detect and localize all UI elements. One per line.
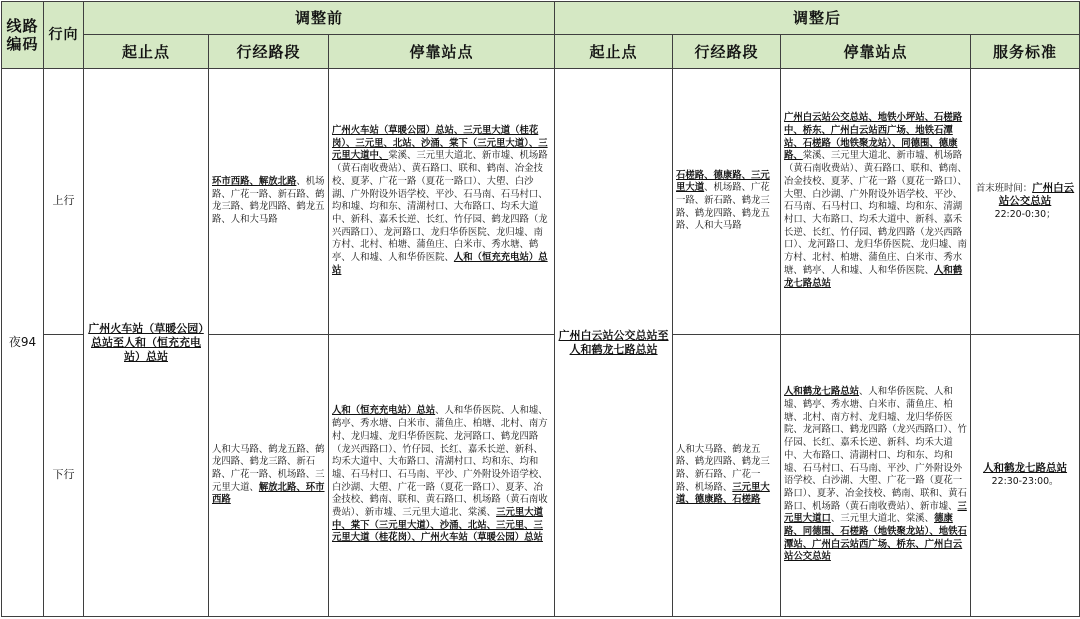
before-stops-up-hl2: 人和（恒充充电站）总站	[332, 252, 548, 276]
header-before-terminals: 起止点	[84, 35, 209, 69]
after-stops-down-hl3: 德康路、同德围、石槎路（地铁聚龙站）、地铁石潭站、广州白云站西广场、桥东、广州白云站公交总站	[784, 513, 967, 563]
header-after-terminals: 起止点	[555, 35, 673, 69]
service-up	[971, 69, 1080, 334]
before-stops-down	[329, 334, 555, 616]
header-after-stops: 停靠站点	[781, 35, 971, 69]
service-down-terminal: 人和鹤龙七路总站	[983, 462, 1068, 475]
after-stops-down-hl2: 三元里大道口	[784, 500, 967, 525]
service-down-time: 22:30-23:00。	[991, 476, 1059, 488]
after-terminals-text: 广州白云站公交总站至人和鹤龙七路总站	[558, 328, 669, 356]
after-stops-down-hl: 人和鹤龙七路总站	[784, 386, 860, 398]
after-path-down-hl: 三元里大道、德康路、石槎路	[676, 481, 770, 506]
before-stops-up-rest: 棠溪、三元里大道北、新市墟、机场路（黄石南收费站）、黄石路口、联和、鹤南、冶金技校、夏茅、广花一路（夏花一路口）、大塱、白沙湖、广外附设外语学校、平沙、石马南、石马村口、均和墟、均和东、清湖村口、大布路口、均禾大道中、新科、嘉禾长逆、长红、竹仔园、鹤龙四路（龙兴西路口）、龙河路口、龙归华侨医院、龙归墟、南方村、北村、柏塘、蒲鱼庄、白米市、秀水塘、鹤亭、人和墟、人和华侨医院、	[332, 150, 548, 264]
before-path-down-rest: 人和大马路、鹤龙五路、鹤龙四路、鹤龙三路、新石路、广花一路、机场路、三元里大道、	[212, 443, 325, 493]
after-stops-up-hl2: 人和鹤龙七路总站	[784, 264, 963, 289]
after-path-down	[673, 334, 781, 616]
after-path-up-rest: 、机场路、广花一路、新石路、鹤龙三路、鹤龙四路、鹤龙五路、人和大马路	[676, 182, 770, 232]
before-stops-down-hl: 人和（恒充充电站）总站	[332, 405, 436, 417]
direction-up: 上行	[44, 69, 84, 334]
before-terminals-text: 广州火车站（草暖公园）总站至人和（恒充充电站）总站	[88, 321, 204, 363]
header-before-stops: 停靠站点	[329, 35, 555, 69]
before-stops-up-hl: 广州火车站（草暖公园）总站、三元里大道（桂花岗）、三元里、北站、沙涌、棠下（三元里大道）、三元里大道中、	[332, 125, 548, 162]
header-before-path: 行经路段	[209, 35, 329, 69]
before-stops-down-hl2: 三元里大道中、棠下（三元里大道）、沙涌、北站、三元里、三元里大道（桂花岗）、广州火车站（草暖公园）总站	[332, 507, 543, 544]
after-path-up	[673, 69, 781, 334]
service-up-prefix: 首末班时间：	[975, 182, 1033, 194]
header-before: 调整前	[84, 2, 555, 35]
after-stops-up-rest: 棠溪、三元里大道北、新市墟、机场路（黄石南收费站）、黄石路口、联和、鹤南、冶金技校、夏茅、广花一路（夏花一路口）、大塱、白沙湖、广外附设外语学校、平沙、石马南、石马村口、均和墟、均和东、清湖村口、大布路口、均禾大道中、新科、嘉禾长逆、长红、竹仔园、鹤龙四路（龙兴西路口）、龙河路口、龙归华侨医院、龙归墟、南方村、北村、柏塘、蒲鱼庄、白米市、秀水塘、鹤亭、人和墟、人和华侨医院、	[784, 150, 967, 276]
header-service: 服务标准	[971, 35, 1080, 69]
before-path-up-rest: 、机场路、广花一路、新石路、鹤龙三路、鹤龙四路、鹤龙五路、人和大马路	[212, 175, 325, 225]
service-up-terminal: 广州白云站公交总站	[998, 181, 1075, 207]
after-stops-up-hl: 广州白云站公交总站、地铁小坪站、石槎路中、桥东、广州白云站西广场、地铁石潭站、石槎路（地铁聚龙站）、同德围、德康路、	[784, 112, 963, 162]
service-down	[971, 334, 1080, 616]
header-after-path: 行经路段	[673, 35, 781, 69]
header-row-1	[2, 2, 1080, 35]
header-route-code: 线路编码	[2, 2, 44, 69]
after-stops-up	[781, 69, 971, 334]
after-stops-down-rest: 、人和华侨医院、人和墟、鹤亭、秀水塘、白米市、蒲鱼庄、柏塘、北村、南方村、龙归墟、龙归华侨医院、龙河路口、鹤龙四路（龙兴西路口）、竹仔园、长红、嘉禾长逆、新科、均禾大道中、大布路口、清湖村口、均和东、均和墟、石马村口、石马南、平沙、广外附设外语学校、白沙湖、大塱、广花一路（夏花一路口）、夏茅、冶金技校、鹤南、联和、黄石路口、机场路（黄石南收费站）、新市墟、	[784, 386, 967, 512]
route-code-cell: 夜94	[2, 69, 44, 617]
after-terminals-cell	[555, 69, 673, 617]
header-direction: 行向	[44, 2, 84, 69]
direction-down: 下行	[44, 334, 84, 616]
service-up-time: 22:20-0:30；	[994, 208, 1056, 220]
after-path-down-rest: 人和大马路、鹤龙五路、鹤龙四路、鹤龙三路、新石路、广花一路、机场路、	[676, 443, 770, 493]
before-stops-up	[329, 69, 555, 334]
after-stops-down	[781, 334, 971, 616]
before-path-down-hl: 解放北路、环市西路	[212, 481, 325, 506]
route-adjustment-table	[1, 1, 1080, 617]
header-after: 调整后	[555, 2, 1080, 35]
header-row-2	[2, 35, 1080, 69]
before-stops-down-rest: 、人和华侨医院、人和墟、鹤亭、秀水塘、白米市、蒲鱼庄、柏塘、北村、南方村、龙归墟、龙归华侨医院、龙河路口、鹤龙四路（龙兴西路口）、竹仔园、长红、嘉禾长逆、新科、均禾大道中、大布路口、清湖村口、均和东、均和墟、石马村口、石马南、平沙、广外附设外语学校、白沙湖、大塱、广花一路（夏花一路口）、夏茅、冶金技校、鹤南、联和、黄石路口、机场路（黄石南收费站）、新市墟、三元里大道北、棠溪、	[332, 405, 548, 519]
after-path-up-hl: 石槎路、德康路、三元里大道	[676, 169, 770, 194]
before-terminals-cell	[84, 69, 209, 617]
before-path-down	[209, 334, 329, 616]
row-up	[2, 69, 1080, 334]
before-path-up-hl: 环市西路、解放北路	[212, 175, 297, 187]
before-path-up	[209, 69, 329, 334]
after-stops-down-rest2: 、三元里大道北、棠溪、	[830, 513, 935, 525]
